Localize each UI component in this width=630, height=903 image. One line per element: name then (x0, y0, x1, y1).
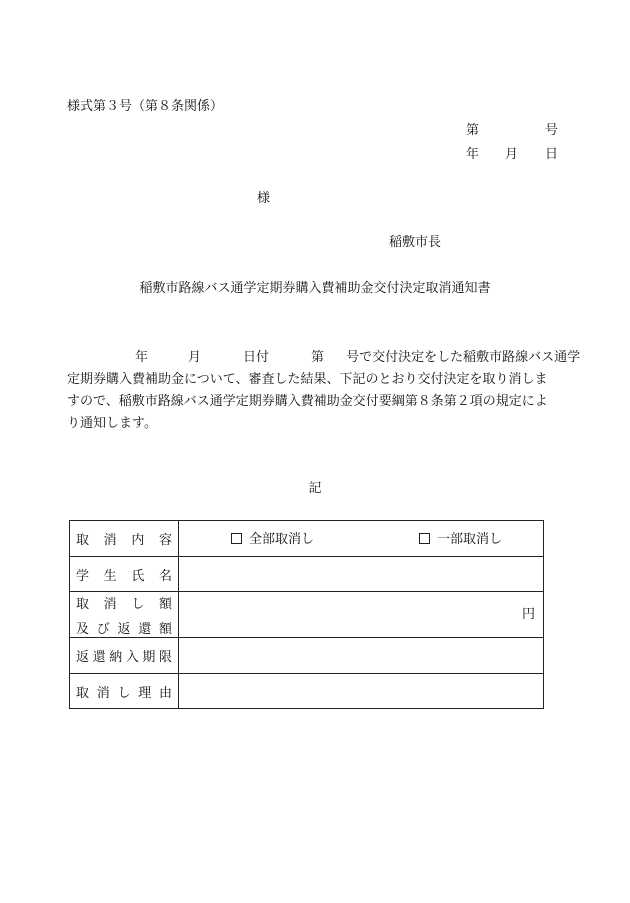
table-row (70, 521, 544, 557)
date-year: 年 (466, 147, 480, 162)
table-row (70, 674, 544, 709)
option-full-label: 全部取消し (249, 532, 315, 547)
table-row (70, 557, 544, 592)
issuer: 稲敷市長 (389, 235, 442, 250)
document-title: 稲敷市路線バス通学定期券購入費補助金交付決定取消通知書 (139, 281, 491, 296)
label-cell (70, 557, 179, 592)
label-cell (70, 638, 179, 674)
label-cell (70, 674, 179, 709)
document-number-suffix: 号 (545, 123, 559, 138)
cancel-amount-label-1: 取 消 し 額 (76, 596, 172, 612)
cancel-amount-field[interactable] (179, 592, 544, 638)
body-paragraph (67, 347, 581, 435)
date-day: 日 (545, 147, 559, 162)
label-cell (70, 521, 179, 557)
document-number-prefix: 第 (466, 123, 480, 138)
body-line2: 定期券購入費補助金について、審査した結果、下記のとおり交付決定を取り消しま (67, 372, 548, 387)
option-partial-label: 一部取消し (437, 532, 503, 547)
return-deadline-label: 返 還 納 入 期 限 (76, 650, 172, 665)
table-row (70, 592, 544, 638)
cancel-amount-label-2: 及 び 返 還 額 (76, 621, 172, 637)
date-month: 月 (505, 147, 519, 162)
cancel-options-cell (179, 521, 544, 557)
yen-unit: 円 (521, 607, 535, 622)
label-cell (70, 592, 179, 638)
checkbox-partial-cancel[interactable] (419, 533, 430, 544)
body-line1: 号で交付決定をした稲敷市路線バス通学 (346, 350, 581, 365)
option-partial-cancel[interactable] (419, 533, 502, 546)
body-month: 月 (188, 350, 202, 365)
table-row (70, 638, 544, 674)
body-line4: り通知します。 (67, 416, 157, 431)
student-name-label: 学 生 氏 名 (76, 568, 172, 584)
details-table (69, 520, 544, 709)
body-day: 日付 (243, 350, 270, 365)
return-deadline-field[interactable] (179, 638, 544, 674)
cancel-reason-field[interactable] (179, 674, 544, 709)
cancel-reason-label: 取 消 し 理 由 (76, 685, 172, 701)
body-line3: すので、稲敷市路線バス通学定期券購入費補助金交付要綱第８条第２項の規定によ (67, 394, 548, 409)
checkbox-full-cancel[interactable] (231, 533, 242, 544)
body-year: 年 (135, 350, 149, 365)
cancel-content-label: 取 消 内 容 (76, 533, 172, 548)
option-full-cancel[interactable] (231, 533, 314, 546)
body-number-prefix: 第 (311, 350, 325, 365)
ki-heading: 記 (308, 481, 322, 496)
addressee: 様 (257, 191, 271, 206)
form-number: 様式第３号（第８条関係） (67, 99, 224, 114)
student-name-field[interactable] (179, 557, 544, 592)
